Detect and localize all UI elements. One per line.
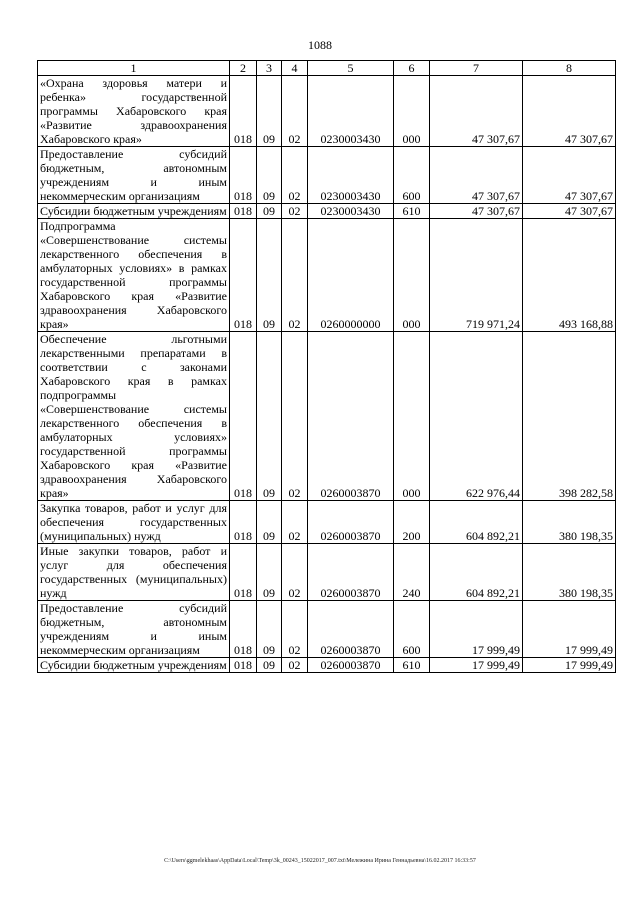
amount-cell: 493 168,88 (523, 219, 616, 332)
amount-cell: 47 307,67 (523, 147, 616, 204)
amount-cell: 622 976,44 (430, 332, 523, 501)
amount-cell: 17 999,49 (430, 658, 523, 673)
amount-cell: 719 971,24 (430, 219, 523, 332)
column-header: 1 (38, 61, 230, 76)
expense-type-cell: 600 (394, 601, 430, 658)
section-code-cell: 09 (257, 544, 282, 601)
amount-cell: 47 307,67 (523, 204, 616, 219)
expense-type-cell: 610 (394, 204, 430, 219)
subsection-code-cell: 02 (282, 658, 308, 673)
budget-table (37, 60, 616, 673)
item-name-cell: Предоставление субсидий бюджетным, автономным учреждениям и иным некоммерческим организациям (38, 601, 230, 658)
item-name-cell: Иные закупки товаров, работ и услуг для обеспечения государственных (муниципальных) нужд (38, 544, 230, 601)
ministry-code-cell: 018 (230, 76, 257, 147)
column-header: 7 (430, 61, 523, 76)
expense-type-cell: 240 (394, 544, 430, 601)
ministry-code-cell: 018 (230, 147, 257, 204)
section-code-cell: 09 (257, 219, 282, 332)
subsection-code-cell: 02 (282, 147, 308, 204)
subsection-code-cell: 02 (282, 332, 308, 501)
column-header: 6 (394, 61, 430, 76)
amount-cell: 17 999,49 (523, 658, 616, 673)
column-header: 4 (282, 61, 308, 76)
ministry-code-cell: 018 (230, 544, 257, 601)
expense-type-cell: 000 (394, 332, 430, 501)
amount-cell: 604 892,21 (430, 544, 523, 601)
table-row (38, 76, 616, 147)
ministry-code-cell: 018 (230, 332, 257, 501)
target-article-cell: 0260000000 (308, 219, 394, 332)
subsection-code-cell: 02 (282, 544, 308, 601)
expense-type-cell: 000 (394, 219, 430, 332)
amount-cell: 380 198,35 (523, 544, 616, 601)
column-header: 3 (257, 61, 282, 76)
amount-cell: 47 307,67 (430, 204, 523, 219)
ministry-code-cell: 018 (230, 219, 257, 332)
table-row (38, 219, 616, 332)
target-article-cell: 0230003430 (308, 147, 394, 204)
header-row (38, 61, 616, 76)
amount-cell: 47 307,67 (430, 76, 523, 147)
file-path-footer: C:\Users\ggmelekhaas\AppData\Local\Temp\3k_00243_15022017_007.txt\Мележина Ирина Геннадьевна\16.02.2017 16:33:57 (164, 858, 476, 864)
expense-type-cell: 600 (394, 147, 430, 204)
item-name-cell: Обеспечение льготными лекарственными препаратами в соответствии с законами Хабаровского края в рамках подпрограммы «Совершенствование системы лекарственного обеспечения в амбулаторных условиях» государственной программы Хабаровского края «Развитие здравоохранения Хабаровского края» (38, 332, 230, 501)
subsection-code-cell: 02 (282, 601, 308, 658)
amount-cell: 604 892,21 (430, 501, 523, 544)
target-article-cell: 0260003870 (308, 601, 394, 658)
table-row (38, 147, 616, 204)
amount-cell: 398 282,58 (523, 332, 616, 501)
expense-type-cell: 610 (394, 658, 430, 673)
table-row (38, 601, 616, 658)
subsection-code-cell: 02 (282, 219, 308, 332)
subsection-code-cell: 02 (282, 501, 308, 544)
section-code-cell: 09 (257, 332, 282, 501)
amount-cell: 47 307,67 (523, 76, 616, 147)
item-name-cell: Предоставление субсидий бюджетным, автономным учреждениям и иным некоммерческим организациям (38, 147, 230, 204)
amount-cell: 47 307,67 (430, 147, 523, 204)
item-name-cell: Закупка товаров, работ и услуг для обеспечения государственных (муниципальных) нужд (38, 501, 230, 544)
target-article-cell: 0260003870 (308, 658, 394, 673)
table-row (38, 544, 616, 601)
expense-type-cell: 200 (394, 501, 430, 544)
target-article-cell: 0260003870 (308, 544, 394, 601)
amount-cell: 17 999,49 (523, 601, 616, 658)
item-name-cell: Субсидии бюджетным учреждениям (38, 658, 230, 673)
section-code-cell: 09 (257, 658, 282, 673)
column-header: 5 (308, 61, 394, 76)
ministry-code-cell: 018 (230, 501, 257, 544)
subsection-code-cell: 02 (282, 76, 308, 147)
target-article-cell: 0230003430 (308, 76, 394, 147)
ministry-code-cell: 018 (230, 601, 257, 658)
table-row (38, 332, 616, 501)
ministry-code-cell: 018 (230, 204, 257, 219)
column-header: 2 (230, 61, 257, 76)
expense-type-cell: 000 (394, 76, 430, 147)
table-row (38, 501, 616, 544)
item-name-cell: Субсидии бюджетным учреждениям (38, 204, 230, 219)
item-name-cell: Подпрограмма «Совершенствование системы лекарственного обеспечения в амбулаторных условиях» в рамках государственной программы Хабаровского края «Развитие здравоохранения Хабаровского края» (38, 219, 230, 332)
target-article-cell: 0260003870 (308, 501, 394, 544)
ministry-code-cell: 018 (230, 658, 257, 673)
amount-cell: 380 198,35 (523, 501, 616, 544)
section-code-cell: 09 (257, 204, 282, 219)
column-header: 8 (523, 61, 616, 76)
target-article-cell: 0230003430 (308, 204, 394, 219)
page-number: 1088 (308, 38, 332, 52)
section-code-cell: 09 (257, 601, 282, 658)
table-row (38, 658, 616, 673)
section-code-cell: 09 (257, 147, 282, 204)
section-code-cell: 09 (257, 76, 282, 147)
table-row (38, 204, 616, 219)
subsection-code-cell: 02 (282, 204, 308, 219)
item-name-cell: «Охрана здоровья матери и ребенка» государственной программы Хабаровского края «Развитие здравоохранения Хабаровского края» (38, 76, 230, 147)
amount-cell: 17 999,49 (430, 601, 523, 658)
target-article-cell: 0260003870 (308, 332, 394, 501)
section-code-cell: 09 (257, 501, 282, 544)
